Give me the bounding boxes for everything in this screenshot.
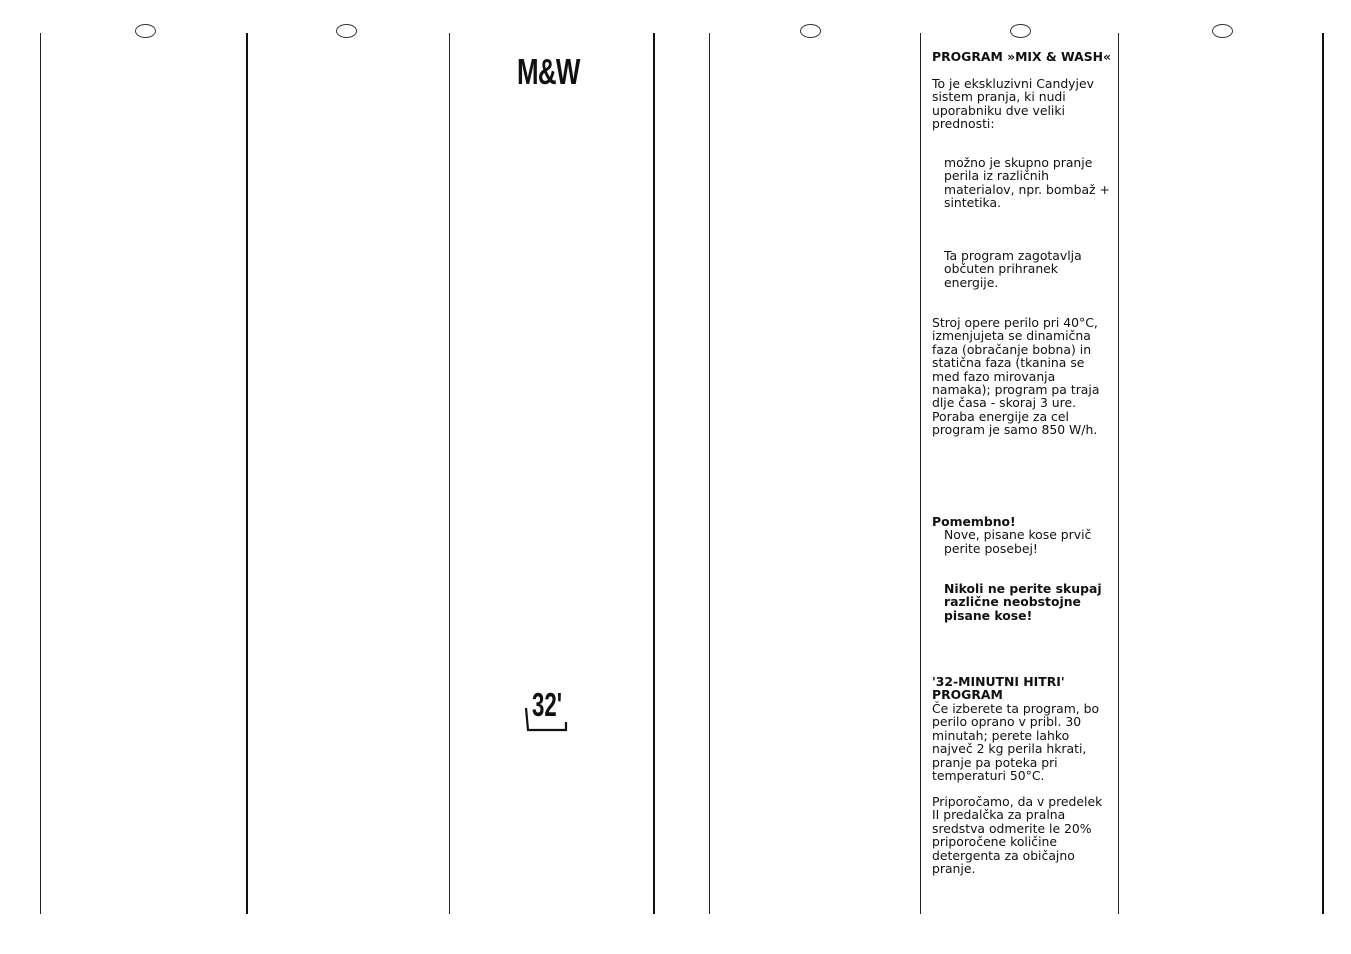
mix-wash-advantage-1-block bbox=[932, 156, 1112, 210]
language-marker-oval bbox=[135, 24, 156, 38]
mix-wash-advantage-1: možno je skupno pranje perila iz različnih materialov, npr. bombaž + sintetika. bbox=[944, 155, 1110, 211]
quick-icon-label: 32' bbox=[532, 686, 562, 723]
column-divider bbox=[1118, 33, 1119, 914]
column-divider bbox=[1322, 33, 1324, 914]
important-label: Pomembno! bbox=[932, 514, 1016, 529]
mix-wash-advantage-2: Ta program zagotavlja občuten prihranek energije. bbox=[944, 248, 1082, 290]
language-marker-oval bbox=[1212, 24, 1233, 38]
quick-program-recommendation: Priporočamo, da v predelek II predalčka za pralna sredstva odmerite le 20% priporočene količine detergenta za običajno pranje. bbox=[932, 794, 1103, 877]
column-divider bbox=[653, 33, 655, 914]
warning-block bbox=[932, 582, 1112, 622]
mix-wash-description-block bbox=[932, 316, 1112, 437]
language-marker-oval bbox=[1010, 24, 1031, 38]
mix-wash-intro-block bbox=[932, 77, 1112, 131]
quick-program-description: Če izberete ta program, bo perilo oprano v pribl. 30 minutah; perete lahko največ 2 kg perila hkrati, pranje pa poteka pri temperaturi 50°C. bbox=[932, 701, 1100, 784]
warning-text: Nikoli ne perite skupaj različne neobstojne pisane kose! bbox=[944, 581, 1102, 623]
language-marker-oval bbox=[800, 24, 821, 38]
mix-wash-intro: To je ekskluzivni Candyjev sistem pranja, ki nudi uporabniku dve veliki prednosti: bbox=[932, 76, 1094, 132]
quick-program-section bbox=[932, 675, 1112, 702]
mix-wash-section bbox=[932, 50, 1112, 63]
column-divider bbox=[246, 33, 248, 914]
column-divider bbox=[920, 33, 921, 914]
column-divider bbox=[40, 33, 41, 914]
quick-program-recommendation-block bbox=[932, 795, 1112, 875]
mix-wash-heading: PROGRAM »MIX & WASH« bbox=[932, 49, 1112, 64]
mix-wash-advantage-2-block bbox=[932, 249, 1112, 289]
quick-program-description-block bbox=[932, 702, 1112, 782]
mix-wash-logo-icon: M&W bbox=[517, 51, 580, 92]
column-divider bbox=[709, 33, 710, 914]
column-divider bbox=[449, 33, 450, 914]
language-marker-oval bbox=[336, 24, 357, 38]
quick-32-program-icon bbox=[520, 682, 572, 734]
mix-wash-description: Stroj opere perilo pri 40°C, izmenjujeta se dinamična faza (obračanje bobna) in statična faza (tkanina se med fazo mirovanja namaka); program pa traja dlje časa - skoraj 3 ure. Poraba energije za cel program je samo 850 W/h. bbox=[932, 315, 1100, 438]
important-note-block bbox=[932, 515, 1112, 555]
important-text: Nove, pisane kose prvič perite posebej! bbox=[944, 527, 1092, 556]
quick-program-heading: '32-MINUTNI HITRI' PROGRAM bbox=[932, 674, 1065, 703]
